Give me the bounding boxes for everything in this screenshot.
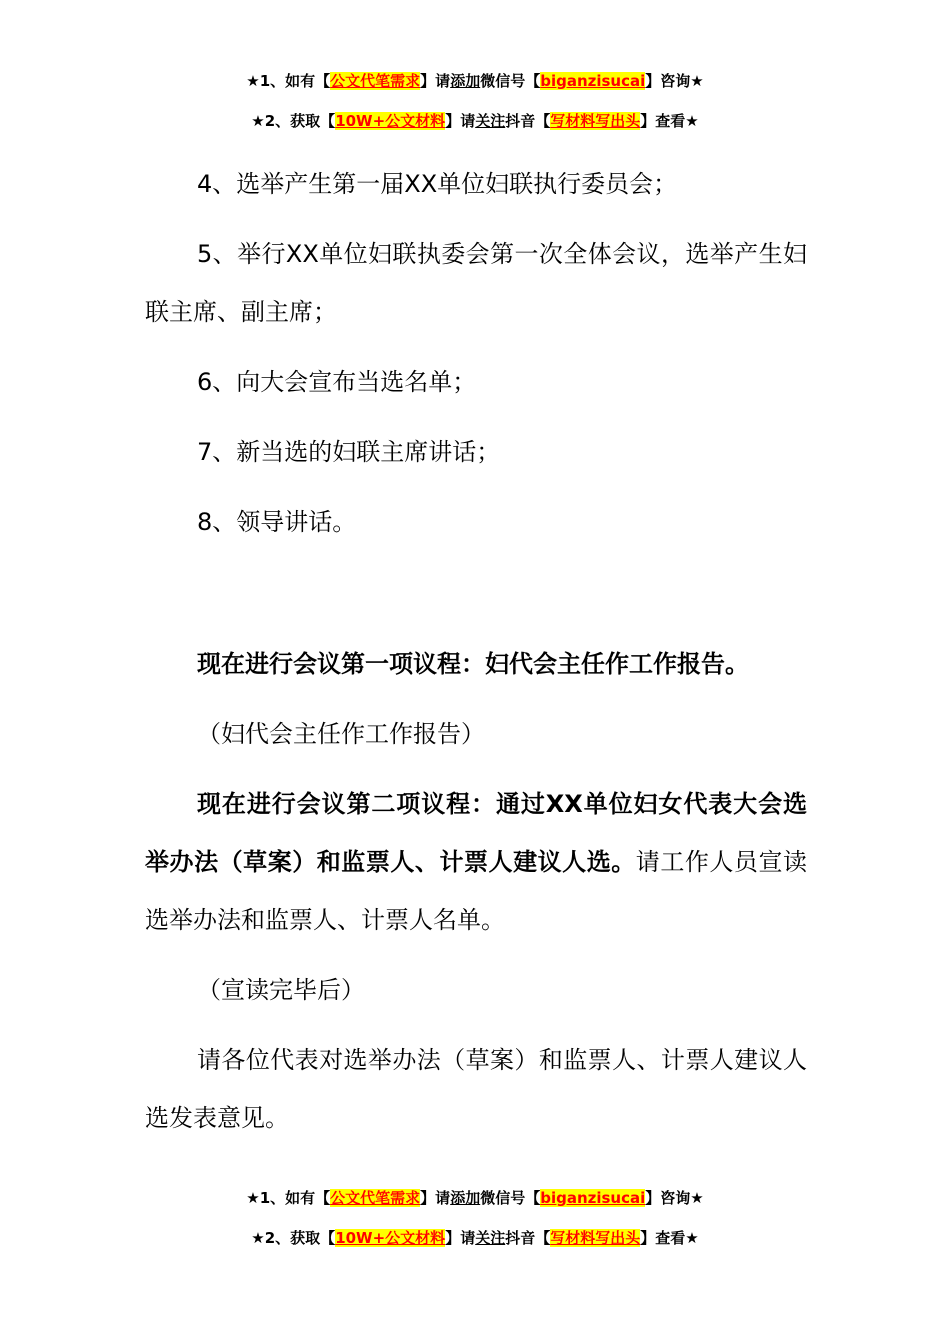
- banner-highlight: biganzisucai: [540, 1189, 646, 1207]
- banner-text: ★2、获取【: [251, 1229, 336, 1247]
- banner-text: 】咨询★: [645, 1189, 704, 1207]
- agenda-step-2-heading: 现在进行会议第二项议程：通过XX单位妇女代表大会选举办法（草案）和监票人、计票人建议人选。: [145, 790, 807, 876]
- banner-highlight: 写材料写出头: [550, 1229, 641, 1247]
- banner-highlight: 公文代笔需求: [330, 1189, 421, 1207]
- banner-underline: 关注: [475, 112, 506, 130]
- banner-text: ★1、如有【: [246, 1189, 331, 1207]
- agenda-step-2-note: （宣读完毕后）: [197, 976, 365, 1004]
- agenda-step-2-paragraph: [145, 775, 807, 949]
- banner-text: 】查看★: [640, 112, 699, 130]
- agenda-step-1-note: （妇代会主任作工作报告）: [197, 720, 485, 748]
- agenda-step-2-request: 请各位代表对选举办法（草案）和监票人、计票人建议人选发表意见。: [145, 1046, 807, 1132]
- banner-text: 】请: [420, 72, 451, 90]
- agenda-step-1-heading: 现在进行会议第一项议程：妇代会主任作工作报告。: [197, 650, 749, 678]
- agenda-item-5: 5、举行XX单位妇联执委会第一次全体会议，选举产生妇联主席、副主席；: [145, 240, 807, 326]
- banner-highlight: biganzisucai: [540, 72, 646, 90]
- header-banner-line-2: [0, 111, 950, 131]
- agenda-item-6: 6、向大会宣布当选名单；: [197, 368, 477, 396]
- header-banner-line-1: [0, 71, 950, 91]
- footer-banner-line-1: [0, 1188, 950, 1208]
- banner-text: 】请: [445, 1229, 476, 1247]
- banner-highlight: 10W+公文材料: [335, 112, 446, 130]
- banner-text: 】咨询★: [645, 72, 704, 90]
- document-body-top: [145, 155, 807, 551]
- banner-underline: 添加: [450, 1189, 481, 1207]
- banner-text: 抖音【: [505, 112, 551, 130]
- footer-banner-line-2: [0, 1228, 950, 1248]
- agenda-item-7: 7、新当选的妇联主席讲话；: [197, 438, 501, 466]
- banner-text: 】请: [445, 112, 476, 130]
- banner-text: 抖音【: [505, 1229, 551, 1247]
- banner-underline: 关注: [475, 1229, 506, 1247]
- banner-highlight: 公文代笔需求: [330, 72, 421, 90]
- agenda-item-4: 4、选举产生第一届XX单位妇联执行委员会；: [197, 170, 678, 198]
- banner-underline: 添加: [450, 72, 481, 90]
- banner-text: 】请: [420, 1189, 451, 1207]
- banner-text: 】查看★: [640, 1229, 699, 1247]
- banner-text: ★1、如有【: [246, 72, 331, 90]
- agenda-step-2-instruction: 请工作人员宣读选举办法和监票人、计票人名单。: [145, 848, 808, 934]
- banner-highlight: 10W+公文材料: [335, 1229, 446, 1247]
- agenda-item-8: 8、领导讲话。: [197, 508, 357, 536]
- banner-text: 微信号【: [480, 1189, 541, 1207]
- banner-highlight: 写材料写出头: [550, 112, 641, 130]
- banner-text: 微信号【: [480, 72, 541, 90]
- document-body-bottom: [145, 635, 807, 1147]
- banner-text: ★2、获取【: [251, 112, 336, 130]
